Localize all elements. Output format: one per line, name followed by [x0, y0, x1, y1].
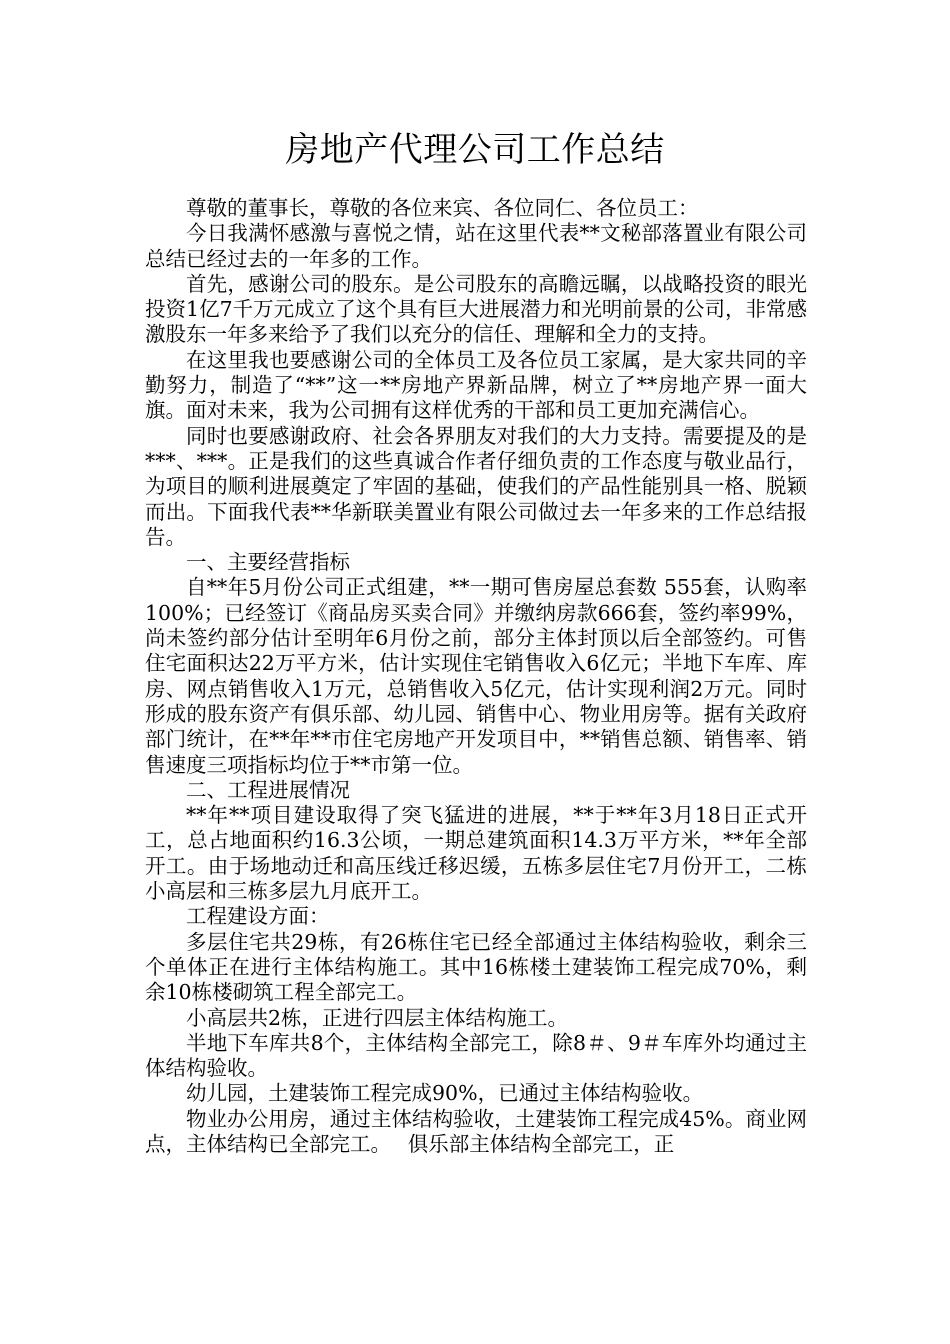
paragraph-garages: 半地下车库共8个，主体结构全部完工，除8＃、9＃车库外均通过主体结构验收。 [145, 1030, 807, 1081]
paragraph-kindergarten: 幼儿园，土建装饰工程完成90%，已通过主体结构验收。 [186, 1081, 704, 1106]
paragraph-thanks-shareholders: 首先，感谢公司的股东。是公司股东的高瞻远瞩，以战略投资的眼光投资1亿7千万元成立了这个具有巨大进展潜力和光明前景的公司，非常感激股东一年多来给予了我们以充分的信任、理解和全力的支持。 [145, 271, 807, 347]
paragraph-operating-indicators: 自**年5月份公司正式组建，**一期可售房屋总套数 555套，认购率100%；已经签订《商品房买卖合同》并缴纳房款666套，签约率99%，尚未签约部分估计至明年6月份之前，部分主体封顶以后全部签约。可售住宅面积达22万平方米，估计实现住宅销售收入6亿元；半地下车库、库房、网点销售收入1万元，总销售收入5亿元，估计实现利润2万元。同时形成的股东资产有俱乐部、幼儿园、销售中心、物业用房等。据有关政府部门统计，在**年**市住宅房地产开发项目中，**销售总额、销售率、销售速度三项指标均位于**市第一位。 [145, 575, 807, 777]
paragraph-opening: 今日我满怀感激与喜悦之情，站在这里代表**文秘部落置业有限公司总结已经过去的一年多的工作。 [145, 221, 807, 271]
section-heading-project-progress: 二、工程进展情况 [186, 777, 350, 802]
paragraph-thanks-government: 同时也要感谢政府、社会各界朋友对我们的大力支持。需要提及的是***、***。正是我们的这些真诚合作者仔细负责的工作态度与敬业品行，为项目的顺利进展奠定了牢固的基础，使我们的产品性能别具一格、脱颖而出。下面我代表**华新联美置业有限公司做过去一年多来的工作总结报告。 [145, 423, 807, 549]
section-heading-operating-indicators: 一、主要经营指标 [186, 550, 350, 575]
paragraph-property-office: 物业办公用房，通过主体结构验收，土建装饰工程完成45%。商业网点，主体结构已全部完工。 俱乐部主体结构全部完工，正 [145, 1106, 807, 1156]
paragraph-small-highrise: 小高层共2栋，正进行四层主体结构施工。 [186, 1005, 569, 1030]
paragraph-project-progress: **年**项目建设取得了突飞猛进的进展，**于**年3月18日正式开工，总占地面积约16.3公顷，一期总建筑面积14.3万平方米，**年全部开工。由于场地动迁和高压线迁移迟缓，五栋多层住宅7月份开工，二栋小高层和三栋多层九月底开工。 [145, 803, 807, 904]
paragraph-multistory-housing: 多层住宅共29栋，有26栋住宅已经全部通过主体结构验收，剩余三个单体正在进行主体结构施工。其中16栋楼土建装饰工程完成70%，剩余10栋楼砌筑工程全部完工。 [145, 929, 807, 1005]
document-title: 房地产代理公司工作总结 [285, 130, 665, 170]
paragraph-construction-heading: 工程建设方面： [186, 904, 330, 929]
paragraph-thanks-staff: 在这里我也要感谢公司的全体员工及各位员工家属，是大家共同的辛勤努力，制造了“**”这一**房地产界新品牌，树立了**房地产界一面大旗。面对未来，我为公司拥有这样优秀的干部和员工更加充满信心。 [145, 347, 807, 423]
paragraph-salutation: 尊敬的董事长，尊敬的各位来宾、各位同仁、各位员工： [186, 196, 699, 220]
document-body [145, 196, 807, 1157]
